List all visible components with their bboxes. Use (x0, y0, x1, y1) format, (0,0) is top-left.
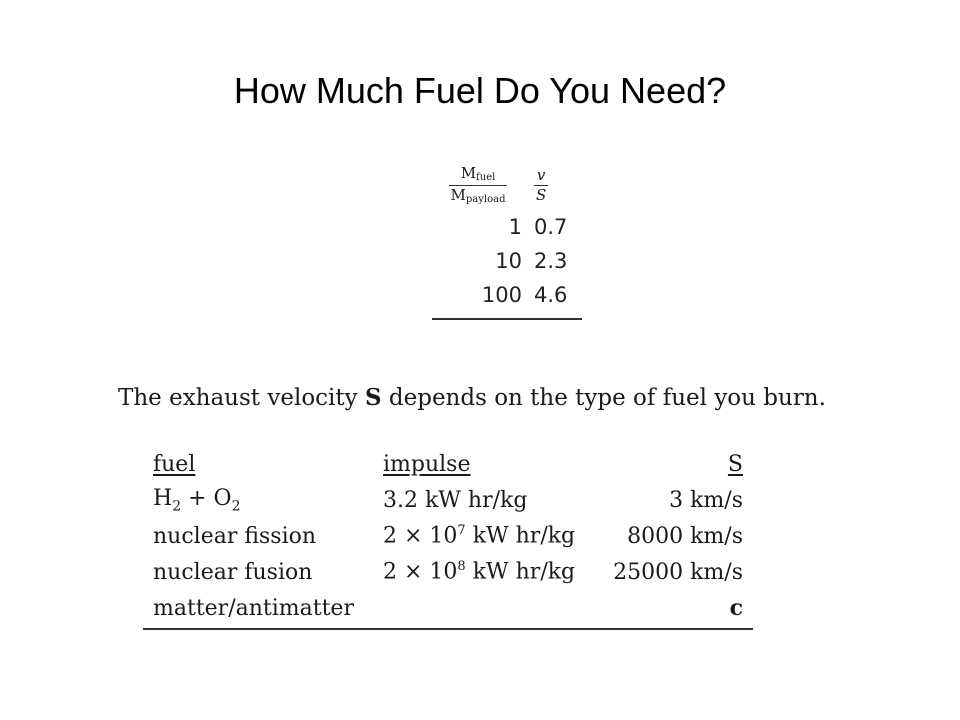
ratio-cell: 1 (508, 215, 522, 239)
header-impulse: impulse (383, 451, 471, 477)
s-cell: 3 km/s (669, 487, 743, 513)
fuel-cell: nuclear fusion (153, 559, 313, 585)
velocity-cell: 0.7 (534, 215, 568, 239)
mass-ratio-fraction: $\frac{M_{fuel}}{M_{payload}}$ (450, 163, 506, 205)
fuel-cell: $H_2 + O_2$ (153, 485, 241, 515)
table-row (432, 244, 582, 278)
impulse-cell: $2 \times 10^7$ kW hr/kg (383, 523, 576, 549)
s-cell: 25000 km/s (613, 559, 743, 585)
exhaust-velocity-sentence: The exhaust velocity S depends on the type of fuel you burn. (118, 384, 826, 411)
impulse-cell: $2 \times 10^8$ kW hr/kg (383, 559, 576, 585)
velocity-cell: 2.3 (534, 249, 568, 273)
velocity-ratio-fraction: $\frac{v}{S}$ (536, 165, 547, 204)
header-s: S (727, 451, 743, 477)
table-row (143, 590, 753, 626)
impulse-cell: 3.2 kW hr/kg (383, 487, 528, 513)
mass-ratio-table (432, 160, 582, 320)
fuel-cell: nuclear fission (153, 523, 317, 549)
velocity-cell: 4.6 (534, 283, 568, 307)
s-cell: c (729, 595, 743, 621)
fuel-table (143, 446, 753, 630)
s-cell: 8000 km/s (627, 523, 743, 549)
fuel-table-header (143, 446, 753, 482)
table-row (432, 210, 582, 244)
table-row (432, 278, 582, 312)
table-row (143, 518, 753, 554)
slide-title: How Much Fuel Do You Need? (233, 70, 727, 111)
table-row (143, 554, 753, 590)
table-row (143, 482, 753, 518)
ratio-cell: 10 (495, 249, 522, 273)
ratio-table-header (432, 160, 582, 210)
fuel-cell: matter/antimatter (153, 595, 354, 621)
ratio-cell: 100 (481, 283, 522, 307)
header-fuel: fuel (153, 451, 196, 477)
